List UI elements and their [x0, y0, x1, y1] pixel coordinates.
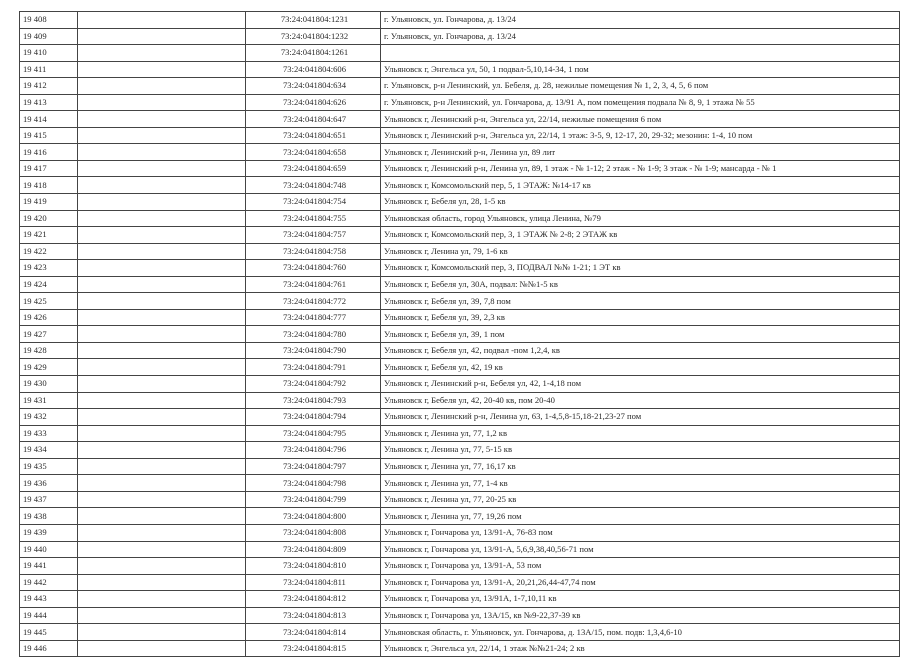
address-cell: Ульяновск г, Ленина ул, 77, 20-25 кв — [381, 491, 900, 508]
row-number-cell: 19 445 — [20, 624, 78, 641]
register-table-body — [20, 12, 900, 657]
table-row — [20, 12, 900, 29]
empty-cell — [78, 12, 246, 29]
cadastral-number-cell: 73:24:041804:797 — [246, 458, 381, 475]
table-row — [20, 624, 900, 641]
cadastral-number-cell: 73:24:041804:1232 — [246, 28, 381, 45]
row-number-cell: 19 437 — [20, 491, 78, 508]
table-row — [20, 210, 900, 227]
empty-cell — [78, 508, 246, 525]
address-cell: Ульяновск г, Бебеля ул, 30А, подвал: №№1-5 кв — [381, 276, 900, 293]
address-cell: Ульяновск г, Гончарова ул, 13/91-А, 5,6,9,38,40,56-71 пом — [381, 541, 900, 558]
table-row — [20, 111, 900, 128]
table-row — [20, 28, 900, 45]
row-number-cell: 19 434 — [20, 442, 78, 459]
empty-cell — [78, 541, 246, 558]
table-row — [20, 260, 900, 277]
row-number-cell: 19 440 — [20, 541, 78, 558]
row-number-cell: 19 444 — [20, 607, 78, 624]
empty-cell — [78, 607, 246, 624]
row-number-cell: 19 433 — [20, 425, 78, 442]
table-row — [20, 45, 900, 62]
cadastral-number-cell: 73:24:041804:772 — [246, 293, 381, 310]
cadastral-number-cell: 73:24:041804:634 — [246, 78, 381, 95]
table-row — [20, 144, 900, 161]
table-row — [20, 177, 900, 194]
table-row — [20, 359, 900, 376]
empty-cell — [78, 194, 246, 211]
address-cell: Ульяновск г, Ленинский р-н, Ленина ул, 63, 1-4,5,8-15,18-21,23-27 пом — [381, 409, 900, 426]
table-row — [20, 309, 900, 326]
table-row — [20, 574, 900, 591]
address-cell: Ульяновск г, Ленина ул, 77, 1-4 кв — [381, 475, 900, 492]
address-cell: Ульяновск г, Комсомольский пер, 5, 1 ЭТАЖ: №14-17 кв — [381, 177, 900, 194]
table-row — [20, 458, 900, 475]
empty-cell — [78, 276, 246, 293]
empty-cell — [78, 491, 246, 508]
row-number-cell: 19 422 — [20, 243, 78, 260]
empty-cell — [78, 260, 246, 277]
address-cell: Ульяновск г, Энгельса ул, 50, 1 подвал-5,10,14-34, 1 пом — [381, 61, 900, 78]
cadastral-number-cell: 73:24:041804:606 — [246, 61, 381, 78]
table-row — [20, 94, 900, 111]
empty-cell — [78, 640, 246, 657]
table-row — [20, 342, 900, 359]
row-number-cell: 19 414 — [20, 111, 78, 128]
table-row — [20, 524, 900, 541]
cadastral-number-cell: 73:24:041804:777 — [246, 309, 381, 326]
table-row — [20, 607, 900, 624]
address-cell: г. Ульяновск, р-н Ленинский, ул. Бебеля, д. 28, нежилые помещения № 1, 2, 3, 4, 5, 6 пом — [381, 78, 900, 95]
row-number-cell: 19 429 — [20, 359, 78, 376]
address-cell: Ульяновск г, Ленина ул, 77, 19,26 пом — [381, 508, 900, 525]
address-cell: Ульяновск г, Бебеля ул, 42, подвал -пом 1,2,4, кв — [381, 342, 900, 359]
address-cell — [381, 45, 900, 62]
empty-cell — [78, 243, 246, 260]
cadastral-number-cell: 73:24:041804:793 — [246, 392, 381, 409]
empty-cell — [78, 392, 246, 409]
cadastral-number-cell: 73:24:041804:755 — [246, 210, 381, 227]
address-cell: г. Ульяновск, ул. Гончарова, д. 13/24 — [381, 12, 900, 29]
table-row — [20, 227, 900, 244]
empty-cell — [78, 326, 246, 343]
table-row — [20, 508, 900, 525]
row-number-cell: 19 410 — [20, 45, 78, 62]
cadastral-number-cell: 73:24:041804:748 — [246, 177, 381, 194]
empty-cell — [78, 558, 246, 575]
cadastral-number-cell: 73:24:041804:758 — [246, 243, 381, 260]
table-row — [20, 392, 900, 409]
table-row — [20, 475, 900, 492]
row-number-cell: 19 408 — [20, 12, 78, 29]
cadastral-number-cell: 73:24:041804:796 — [246, 442, 381, 459]
row-number-cell: 19 425 — [20, 293, 78, 310]
address-cell: Ульяновск г, Ленинский р-н, Ленина ул, 89 лит — [381, 144, 900, 161]
table-row — [20, 78, 900, 95]
table-row — [20, 160, 900, 177]
row-number-cell: 19 439 — [20, 524, 78, 541]
cadastral-number-cell: 73:24:041804:794 — [246, 409, 381, 426]
cadastral-number-cell: 73:24:041804:754 — [246, 194, 381, 211]
empty-cell — [78, 342, 246, 359]
cadastral-number-cell: 73:24:041804:791 — [246, 359, 381, 376]
empty-cell — [78, 78, 246, 95]
cadastral-number-cell: 73:24:041804:790 — [246, 342, 381, 359]
cadastral-number-cell: 73:24:041804:798 — [246, 475, 381, 492]
row-number-cell: 19 409 — [20, 28, 78, 45]
address-cell: Ульяновск г, Ленина ул, 79, 1-6 кв — [381, 243, 900, 260]
address-cell: Ульяновск г, Ленинский р-н, Энгельса ул, 22/14, 1 этаж: 3-5, 9, 12-17, 20, 29-32; мезонин: 1-4, 10 пом — [381, 127, 900, 144]
address-cell: Ульяновск г, Ленина ул, 77, 16,17 кв — [381, 458, 900, 475]
empty-cell — [78, 293, 246, 310]
row-number-cell: 19 411 — [20, 61, 78, 78]
address-cell: Ульяновск г, Ленинский р-н, Ленина ул, 89, 1 этаж - № 1-12; 2 этаж - № 1-9; 3 этаж - № 1-9; мансарда - № 1 — [381, 160, 900, 177]
table-row — [20, 194, 900, 211]
cadastral-number-cell: 73:24:041804:757 — [246, 227, 381, 244]
table-row — [20, 442, 900, 459]
cadastral-number-cell: 73:24:041804:812 — [246, 591, 381, 608]
empty-cell — [78, 376, 246, 393]
row-number-cell: 19 443 — [20, 591, 78, 608]
address-cell: Ульяновск г, Гончарова ул, 13/91-А, 53 пом — [381, 558, 900, 575]
row-number-cell: 19 421 — [20, 227, 78, 244]
empty-cell — [78, 61, 246, 78]
address-cell: Ульяновск г, Комсомольский пер, 3, 1 ЭТАЖ № 2-8; 2 ЭТАЖ кв — [381, 227, 900, 244]
address-cell: Ульяновск г, Ленина ул, 77, 1,2 кв — [381, 425, 900, 442]
address-cell: Ульяновская область, г. Ульяновск, ул. Гончарова, д. 13А/15, пом. подв: 1,3,4,6-10 — [381, 624, 900, 641]
row-number-cell: 19 424 — [20, 276, 78, 293]
table-row — [20, 640, 900, 657]
row-number-cell: 19 417 — [20, 160, 78, 177]
empty-cell — [78, 144, 246, 161]
address-cell: Ульяновск г, Бебеля ул, 39, 1 пом — [381, 326, 900, 343]
cadastral-number-cell: 73:24:041804:792 — [246, 376, 381, 393]
row-number-cell: 19 420 — [20, 210, 78, 227]
empty-cell — [78, 425, 246, 442]
address-cell: Ульяновск г, Ленинский р-н, Энгельса ул, 22/14, нежилые помещения 6 пом — [381, 111, 900, 128]
address-cell: г. Ульяновск, ул. Гончарова, д. 13/24 — [381, 28, 900, 45]
empty-cell — [78, 309, 246, 326]
address-cell: Ульяновская область, город Ульяновск, улица Ленина, №79 — [381, 210, 900, 227]
cadastral-number-cell: 73:24:041804:760 — [246, 260, 381, 277]
row-number-cell: 19 431 — [20, 392, 78, 409]
empty-cell — [78, 574, 246, 591]
table-row — [20, 425, 900, 442]
address-cell: Ульяновск г, Комсомольский пер, 3, ПОДВАЛ №№ 1-21; 1 ЭТ кв — [381, 260, 900, 277]
address-cell: Ульяновск г, Гончарова ул, 13А/15, кв №9-22,37-39 кв — [381, 607, 900, 624]
cadastral-number-cell: 73:24:041804:780 — [246, 326, 381, 343]
cadastral-number-cell: 73:24:041804:800 — [246, 508, 381, 525]
empty-cell — [78, 160, 246, 177]
cadastral-number-cell: 73:24:041804:810 — [246, 558, 381, 575]
cadastral-number-cell: 73:24:041804:651 — [246, 127, 381, 144]
cadastral-number-cell: 73:24:041804:626 — [246, 94, 381, 111]
empty-cell — [78, 111, 246, 128]
row-number-cell: 19 446 — [20, 640, 78, 657]
empty-cell — [78, 458, 246, 475]
address-cell: Ульяновск г, Гончарова ул, 13/91-А, 20,21,26,44-47,74 пом — [381, 574, 900, 591]
cadastral-number-cell: 73:24:041804:814 — [246, 624, 381, 641]
empty-cell — [78, 359, 246, 376]
empty-cell — [78, 624, 246, 641]
address-cell: Ульяновск г, Бебеля ул, 39, 2,3 кв — [381, 309, 900, 326]
empty-cell — [78, 409, 246, 426]
cadastral-number-cell: 73:24:041804:761 — [246, 276, 381, 293]
empty-cell — [78, 127, 246, 144]
row-number-cell: 19 441 — [20, 558, 78, 575]
empty-cell — [78, 28, 246, 45]
table-row — [20, 376, 900, 393]
register-table — [19, 11, 900, 657]
address-cell: г. Ульяновск, р-н Ленинский, ул. Гончарова, д. 13/91 А, пом помещения подвала № 8, 9, 1 этажа № 55 — [381, 94, 900, 111]
empty-cell — [78, 591, 246, 608]
cadastral-number-cell: 73:24:041804:808 — [246, 524, 381, 541]
cadastral-number-cell: 73:24:041804:815 — [246, 640, 381, 657]
cadastral-number-cell: 73:24:041804:795 — [246, 425, 381, 442]
empty-cell — [78, 94, 246, 111]
row-number-cell: 19 418 — [20, 177, 78, 194]
address-cell: Ульяновск г, Ленинский р-н, Бебеля ул, 42, 1-4,18 пом — [381, 376, 900, 393]
address-cell: Ульяновск г, Ленина ул, 77, 5-15 кв — [381, 442, 900, 459]
row-number-cell: 19 432 — [20, 409, 78, 426]
cadastral-number-cell: 73:24:041804:1261 — [246, 45, 381, 62]
empty-cell — [78, 442, 246, 459]
cadastral-number-cell: 73:24:041804:658 — [246, 144, 381, 161]
table-row — [20, 127, 900, 144]
row-number-cell: 19 423 — [20, 260, 78, 277]
table-row — [20, 276, 900, 293]
cadastral-number-cell: 73:24:041804:1231 — [246, 12, 381, 29]
address-cell: Ульяновск г, Бебеля ул, 39, 7,8 пом — [381, 293, 900, 310]
table-row — [20, 541, 900, 558]
row-number-cell: 19 415 — [20, 127, 78, 144]
address-cell: Ульяновск г, Бебеля ул, 42, 20-40 кв, пом 20-40 — [381, 392, 900, 409]
empty-cell — [78, 475, 246, 492]
table-row — [20, 293, 900, 310]
table-row — [20, 409, 900, 426]
table-row — [20, 491, 900, 508]
row-number-cell: 19 426 — [20, 309, 78, 326]
table-row — [20, 243, 900, 260]
address-cell: Ульяновск г, Гончарова ул, 13/91А, 1-7,10,11 кв — [381, 591, 900, 608]
row-number-cell: 19 427 — [20, 326, 78, 343]
row-number-cell: 19 435 — [20, 458, 78, 475]
row-number-cell: 19 430 — [20, 376, 78, 393]
row-number-cell: 19 412 — [20, 78, 78, 95]
cadastral-number-cell: 73:24:041804:811 — [246, 574, 381, 591]
row-number-cell: 19 416 — [20, 144, 78, 161]
address-cell: Ульяновск г, Бебеля ул, 42, 19 кв — [381, 359, 900, 376]
cadastral-number-cell: 73:24:041804:813 — [246, 607, 381, 624]
table-row — [20, 591, 900, 608]
cadastral-number-cell: 73:24:041804:659 — [246, 160, 381, 177]
row-number-cell: 19 436 — [20, 475, 78, 492]
cadastral-number-cell: 73:24:041804:809 — [246, 541, 381, 558]
empty-cell — [78, 227, 246, 244]
table-row — [20, 61, 900, 78]
row-number-cell: 19 442 — [20, 574, 78, 591]
row-number-cell: 19 438 — [20, 508, 78, 525]
table-row — [20, 558, 900, 575]
row-number-cell: 19 419 — [20, 194, 78, 211]
row-number-cell: 19 428 — [20, 342, 78, 359]
address-cell: Ульяновск г, Энгельса ул, 22/14, 1 этаж №№21-24; 2 кв — [381, 640, 900, 657]
address-cell: Ульяновск г, Гончарова ул, 13/91-А, 76-83 пом — [381, 524, 900, 541]
empty-cell — [78, 45, 246, 62]
cadastral-number-cell: 73:24:041804:799 — [246, 491, 381, 508]
address-cell: Ульяновск г, Бебеля ул, 28, 1-5 кв — [381, 194, 900, 211]
table-row — [20, 326, 900, 343]
empty-cell — [78, 524, 246, 541]
cadastral-number-cell: 73:24:041804:647 — [246, 111, 381, 128]
empty-cell — [78, 177, 246, 194]
empty-cell — [78, 210, 246, 227]
row-number-cell: 19 413 — [20, 94, 78, 111]
